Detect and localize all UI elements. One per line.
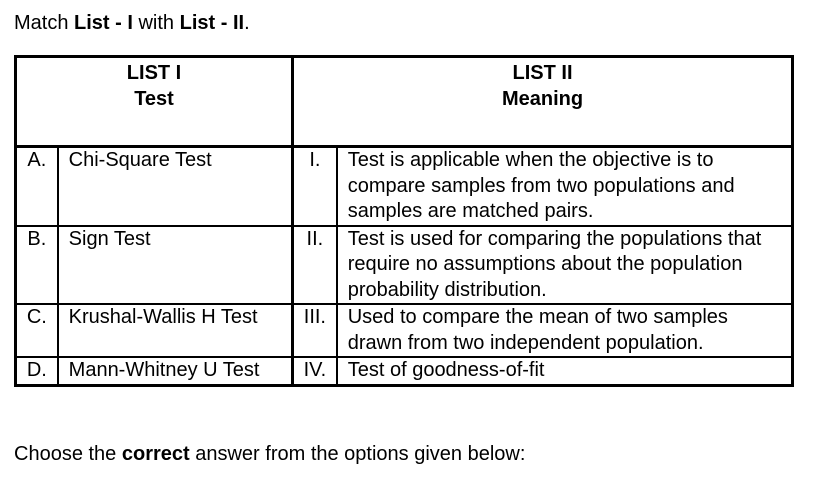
answer-instruction xyxy=(14,441,525,467)
list2-ref: List - II xyxy=(179,12,245,34)
table-row xyxy=(16,357,793,385)
list2-header-title: LIST II xyxy=(512,62,573,84)
row-iv-label: IV. xyxy=(293,357,337,385)
question-suffix: . xyxy=(244,12,250,34)
list2-header-subtitle: Meaning xyxy=(501,87,584,110)
row-a-label: A. xyxy=(16,147,58,226)
footer-prefix: Choose the xyxy=(14,443,122,465)
row-i-label: I. xyxy=(293,147,337,226)
list2-header xyxy=(293,57,793,147)
table-header-row xyxy=(16,57,793,147)
row-i-meaning: Test is applicable when the objective is to compare samples from two populations and samples are matched pairs. xyxy=(337,147,793,226)
row-ii-meaning: Test is used for comparing the populations that require no assumptions about the population probability distribution. xyxy=(337,226,793,305)
row-c-test: Krushal-Wallis H Test xyxy=(58,304,293,357)
row-b-test: Sign Test xyxy=(58,226,293,305)
table-row xyxy=(16,304,793,357)
question-prompt xyxy=(14,10,250,36)
list1-header xyxy=(16,57,293,147)
row-d-test: Mann-Whitney U Test xyxy=(58,357,293,385)
row-ii-label: II. xyxy=(293,226,337,305)
row-b-label: B. xyxy=(16,226,58,305)
row-iii-meaning: Used to compare the mean of two samples drawn from two independent population. xyxy=(337,304,793,357)
match-table xyxy=(14,55,794,387)
list1-header-title: LIST I xyxy=(126,62,182,84)
row-d-label: D. xyxy=(16,357,58,385)
row-iii-label: III. xyxy=(293,304,337,357)
table-row xyxy=(16,147,793,226)
row-iv-meaning: Test of goodness-of-fit xyxy=(337,357,793,385)
question-connector: with xyxy=(132,12,180,34)
row-a-test: Chi-Square Test xyxy=(58,147,293,226)
row-c-label: C. xyxy=(16,304,58,357)
list1-ref: List - I xyxy=(74,12,133,34)
list1-header-subtitle: Test xyxy=(134,87,174,110)
footer-suffix: answer from the options given below: xyxy=(189,443,526,465)
question-prefix: Match xyxy=(14,12,75,34)
table-row xyxy=(16,226,793,305)
footer-emphasis: correct xyxy=(121,443,190,465)
